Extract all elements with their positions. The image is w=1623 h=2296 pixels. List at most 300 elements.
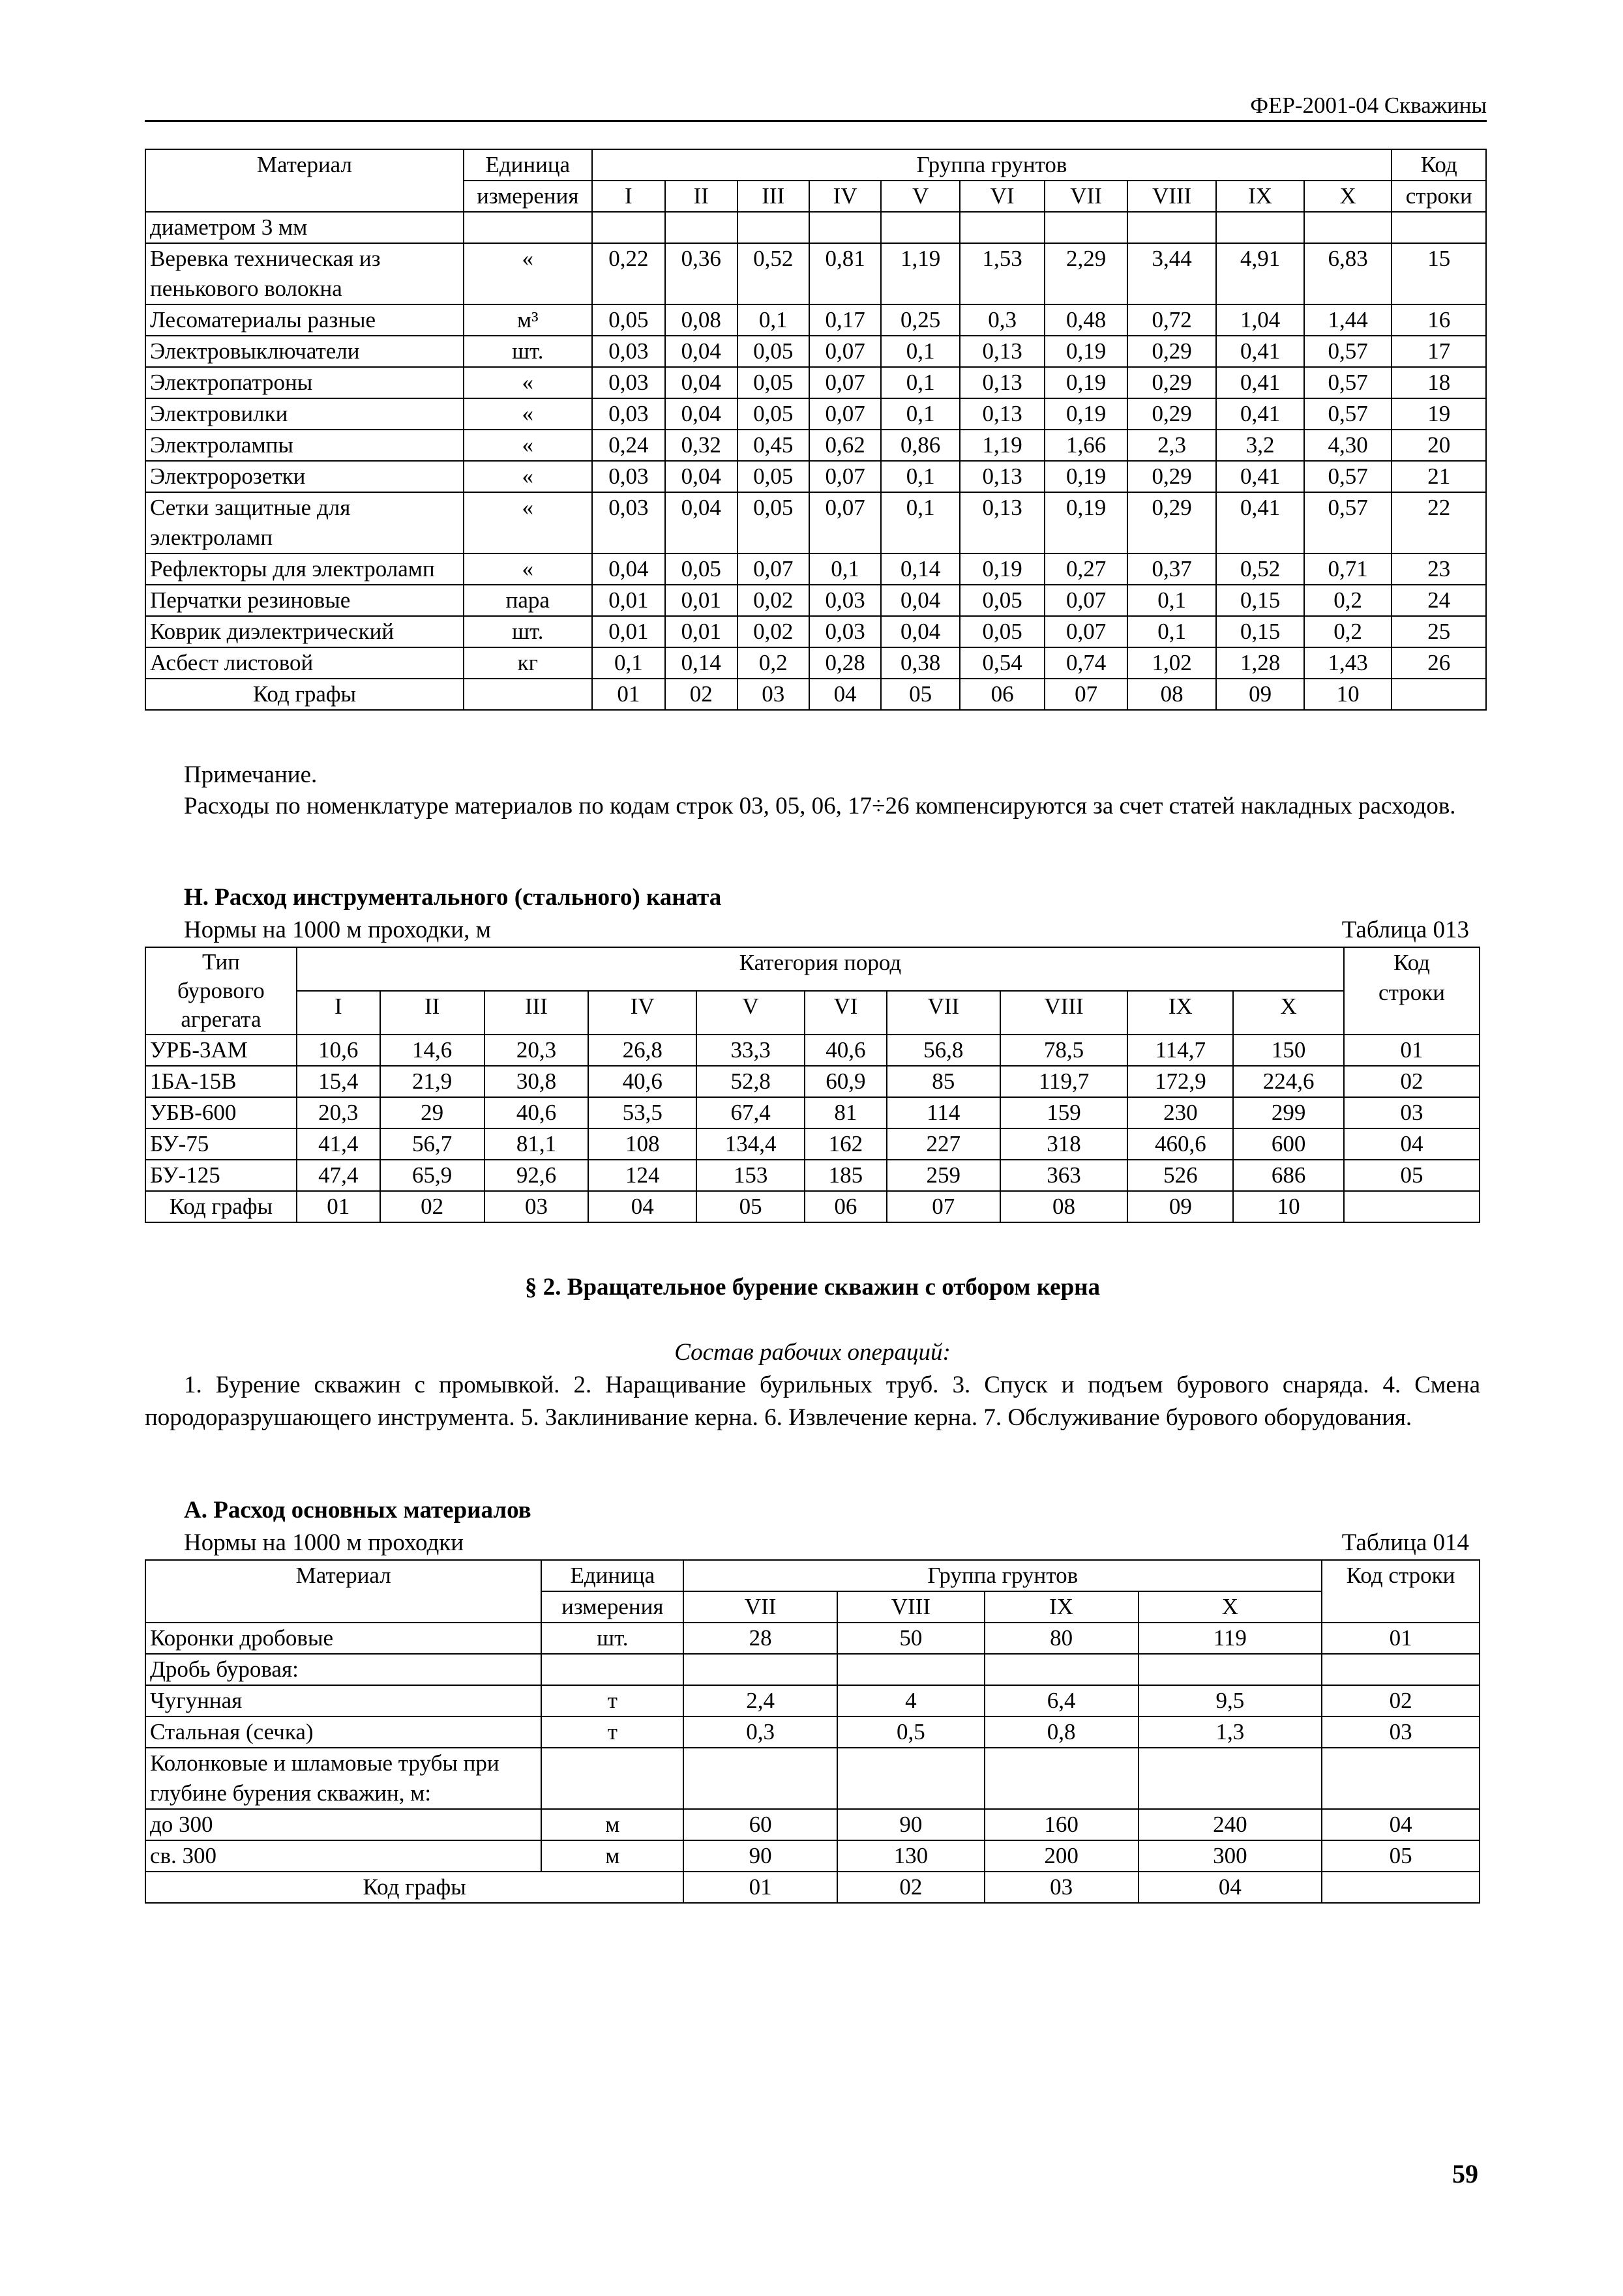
row-value: 0,05 [737,398,809,430]
table-row [145,492,1486,553]
row-value: 0,13 [960,492,1045,553]
page-number: 59 [1452,2159,1478,2188]
row-value: 0,04 [665,492,737,553]
table-014-number: Таблица 014 [1341,1529,1469,1556]
header-category: Категория пород [297,947,1344,991]
row-value: 0,17 [809,304,881,336]
row-name: Колонковые и шламовые трубы при глубине бурения скважин, м: [145,1748,541,1809]
header-type-line3: агрегата [181,1007,261,1032]
row-value: 0,57 [1304,336,1392,367]
row-name: Дробь буровая: [145,1654,541,1685]
row-unit [464,212,592,243]
row-value: 0,1 [881,336,959,367]
row-unit: « [464,553,592,585]
row-value: 50 [837,1623,985,1654]
row-value: 0,07 [809,398,881,430]
table1-body [145,212,1486,679]
row-value: 4,30 [1304,430,1392,461]
row-value [1216,212,1304,243]
row-value: 259 [887,1160,1000,1191]
row-value: 0,3 [960,304,1045,336]
row-value: 0,1 [881,398,959,430]
row-code: 26 [1392,647,1486,679]
header-type [145,947,297,1035]
table2-body [145,1035,1480,1191]
row-value: 0,03 [592,336,665,367]
footer-empty [1344,1191,1480,1222]
row-value: 119 [1139,1623,1322,1654]
header-group-col: VIII [837,1591,985,1623]
row-value: 1,44 [1304,304,1392,336]
row-value: 0,05 [737,367,809,398]
row-value: 3,2 [1216,430,1304,461]
row-unit [541,1654,683,1685]
row-value: 0,22 [592,243,665,304]
row-value: 159 [1000,1097,1128,1128]
row-unit: т [541,1716,683,1748]
row-value [1139,1654,1322,1685]
row-value: 6,4 [985,1685,1139,1716]
row-unit: « [464,492,592,553]
header-category-col: X [1233,991,1344,1035]
row-code: 01 [1322,1623,1480,1654]
row-value [881,212,959,243]
row-value: 60 [683,1809,837,1840]
row-value: 0,5 [837,1716,985,1748]
row-name: Веревка техническая из пенькового волокна [145,243,464,304]
footer-code: 08 [1127,679,1217,710]
row-value: 81 [805,1097,887,1128]
row-code: 03 [1322,1716,1480,1748]
row-value: 0,01 [665,585,737,616]
row-value: 0,37 [1127,553,1217,585]
page-header: ФЕР-2001-04 Скважины [1250,93,1487,118]
row-value: 67,4 [696,1097,805,1128]
row-name: до 300 [145,1809,541,1840]
row-value: 0,15 [1216,585,1304,616]
row-value: 0,03 [592,367,665,398]
table-row [145,616,1486,647]
row-name: БУ-75 [145,1128,297,1160]
row-name: Рефлекторы для электроламп [145,553,464,585]
row-value: 0,04 [665,367,737,398]
row-value: 0,05 [665,553,737,585]
header-category-col: V [696,991,805,1035]
row-value: 0,02 [737,616,809,647]
rope-table [145,947,1480,1223]
row-value: 1,66 [1045,430,1127,461]
header-category-col: IV [588,991,696,1035]
row-value: 0,32 [665,430,737,461]
header-unit: Единица [464,149,592,181]
row-name: Стальная (сечка) [145,1716,541,1748]
footer-code: 10 [1304,679,1392,710]
row-name: УБВ-600 [145,1097,297,1128]
row-value: 0,29 [1127,461,1217,492]
footer-label: Код графы [145,1191,297,1222]
row-value: 9,5 [1139,1685,1322,1716]
row-value [737,212,809,243]
row-value: 114 [887,1097,1000,1128]
paragraph-title: § 2. Вращательное бурение скважин с отбором керна [525,1274,1100,1301]
row-value: 172,9 [1127,1066,1233,1097]
footer-code: 06 [805,1191,887,1222]
row-value: 0,24 [592,430,665,461]
row-value: 0,05 [960,585,1045,616]
row-value: 299 [1233,1097,1344,1128]
row-value: 0,07 [809,367,881,398]
header-group-col: X [1304,181,1392,212]
note-title: Примечание. [184,761,318,788]
row-value [1304,212,1392,243]
row-name: УРБ-3АМ [145,1035,297,1066]
row-value: 0,04 [665,398,737,430]
operations-title: Состав рабочих операций: [674,1339,951,1366]
row-value: 0,1 [737,304,809,336]
footer-code: 05 [881,679,959,710]
header-unit: Единица [541,1560,683,1591]
header-category-col: I [297,991,380,1035]
row-value [665,212,737,243]
row-unit: шт. [541,1623,683,1654]
row-value: 0,86 [881,430,959,461]
row-value: 15,4 [297,1066,380,1097]
row-value: 0,05 [960,616,1045,647]
row-value: 40,6 [805,1035,887,1066]
table-row [145,212,1486,243]
row-unit: шт. [464,616,592,647]
table-row [145,1685,1480,1716]
row-name: Коронки дробовые [145,1623,541,1654]
footer-code: 10 [1233,1191,1344,1222]
header-code: Код строки [1322,1560,1480,1623]
header-group-col: IX [985,1591,1139,1623]
row-value: 363 [1000,1160,1128,1191]
row-value: 0,04 [665,461,737,492]
row-value: 0,01 [592,585,665,616]
header-material: Материал [145,1560,541,1623]
row-value: 227 [887,1128,1000,1160]
header-code [1344,947,1480,1035]
row-value: 0,13 [960,398,1045,430]
row-value: 0,08 [665,304,737,336]
row-value: 153 [696,1160,805,1191]
row-code [1322,1748,1480,1809]
table-row [145,553,1486,585]
row-value: 0,19 [960,553,1045,585]
row-unit: « [464,367,592,398]
row-code: 02 [1322,1685,1480,1716]
row-value: 0,29 [1127,367,1217,398]
header-category-col: III [484,991,589,1035]
row-unit: м [541,1840,683,1872]
row-value: 1,3 [1139,1716,1322,1748]
row-value: 0,2 [1304,585,1392,616]
row-value: 47,4 [297,1160,380,1191]
row-value: 0,38 [881,647,959,679]
footer-label: Код графы [145,1872,683,1903]
footer-code: 03 [737,679,809,710]
table-row [145,1066,1480,1097]
table-row [145,1654,1480,1685]
operations-body: 1. Бурение скважин с промывкой. 2. Наращивание бурильных труб. 3. Спуск и подъем бурового снаряда. 4. Смена породоразрушающего инструмента. 5. Заклинивание керна. 6. Извлечение керна. 7. Обслуживание бурового оборудования. [145,1372,1480,1431]
row-code: 05 [1344,1160,1480,1191]
row-value: 0,19 [1045,461,1127,492]
row-value: 119,7 [1000,1066,1128,1097]
table-013-number: Таблица 013 [1341,917,1469,943]
row-name: Электророзетки [145,461,464,492]
footer-code: 04 [588,1191,696,1222]
row-code [1322,1654,1480,1685]
header-material: Материал [145,149,464,212]
row-value: 4 [837,1685,985,1716]
row-value: 108 [588,1128,696,1160]
row-value: 0,41 [1216,336,1304,367]
header-category-col: VI [805,991,887,1035]
table-row [145,1840,1480,1872]
header-category-col: VII [887,991,1000,1035]
row-value: 0,1 [1127,585,1217,616]
header-type-line2: бурового [177,978,265,1003]
row-value: 40,6 [588,1066,696,1097]
table1-footer-row [145,679,1486,710]
row-value: 460,6 [1127,1128,1233,1160]
row-value: 0,19 [1045,398,1127,430]
row-value: 1,53 [960,243,1045,304]
row-value: 0,05 [737,461,809,492]
row-value: 0,29 [1127,492,1217,553]
row-value: 0,04 [881,585,959,616]
header-group-col: IV [809,181,881,212]
row-code: 20 [1392,430,1486,461]
row-value: 0,57 [1304,461,1392,492]
row-value: 0,01 [592,616,665,647]
table-row [145,1748,1480,1809]
row-value: 0,28 [809,647,881,679]
row-name: диаметром 3 мм [145,212,464,243]
row-value: 300 [1139,1840,1322,1872]
header-unit-line2: измерения [541,1591,683,1623]
row-name: св. 300 [145,1840,541,1872]
header-group-col: IX [1216,181,1304,212]
row-unit: « [464,243,592,304]
row-value: 0,07 [809,492,881,553]
row-value: 0,03 [809,616,881,647]
footer-code: 06 [960,679,1045,710]
row-value: 80 [985,1623,1139,1654]
row-value: 1,28 [1216,647,1304,679]
footer-code: 04 [1139,1872,1322,1903]
header-group-col: X [1139,1591,1322,1623]
row-unit: шт. [464,336,592,367]
footer-code: 03 [484,1191,589,1222]
row-value: 14,6 [380,1035,484,1066]
table-row [145,336,1486,367]
row-value: 10,6 [297,1035,380,1066]
row-value: 0,41 [1216,461,1304,492]
row-value: 0,1 [881,367,959,398]
table-row [145,367,1486,398]
row-value: 0,48 [1045,304,1127,336]
row-code: 24 [1392,585,1486,616]
table-row [145,1809,1480,1840]
row-value: 0,2 [737,647,809,679]
table3-body [145,1623,1480,1872]
table-row [145,461,1486,492]
row-value: 81,1 [484,1128,589,1160]
footer-code: 09 [1127,1191,1233,1222]
row-value: 0,13 [960,336,1045,367]
row-value: 0,1 [881,461,959,492]
row-value: 0,62 [809,430,881,461]
row-value: 4,91 [1216,243,1304,304]
row-value: 0,03 [809,585,881,616]
row-value [592,212,665,243]
row-value: 30,8 [484,1066,589,1097]
row-value [683,1748,837,1809]
row-value: 318 [1000,1128,1128,1160]
row-value [985,1748,1139,1809]
row-value: 0,36 [665,243,737,304]
row-value: 52,8 [696,1066,805,1097]
row-name: Перчатки резиновые [145,585,464,616]
row-code: 04 [1344,1128,1480,1160]
header-group-col: II [665,181,737,212]
row-code: 23 [1392,553,1486,585]
row-value: 56,8 [887,1035,1000,1066]
row-unit: м [541,1809,683,1840]
row-value: 20,3 [484,1035,589,1066]
row-value: 224,6 [1233,1066,1344,1097]
row-value: 0,02 [737,585,809,616]
row-value: 0,74 [1045,647,1127,679]
row-value [1127,212,1217,243]
header-code-line2: строки [1392,181,1486,212]
header-type-line1: Тип [201,949,240,975]
row-value: 0,81 [809,243,881,304]
row-value [683,1654,837,1685]
footer-code: 05 [696,1191,805,1222]
row-value: 1,43 [1304,647,1392,679]
row-value: 0,03 [592,492,665,553]
row-value [809,212,881,243]
header-group-col: VII [683,1591,837,1623]
row-value: 0,57 [1304,398,1392,430]
row-unit: « [464,430,592,461]
row-value: 2,4 [683,1685,837,1716]
row-value: 85 [887,1066,1000,1097]
row-value: 686 [1233,1160,1344,1191]
footer-code: 07 [887,1191,1000,1222]
row-value: 0,29 [1127,398,1217,430]
section-a-title: А. Расход основных материалов [184,1497,531,1523]
row-name: Электропатроны [145,367,464,398]
row-value: 90 [837,1809,985,1840]
row-value: 0,3 [683,1716,837,1748]
row-value: 2,29 [1045,243,1127,304]
row-code: 25 [1392,616,1486,647]
row-value: 0,07 [737,553,809,585]
row-value: 41,4 [297,1128,380,1160]
row-unit: пара [464,585,592,616]
row-name: Коврик диэлектрический [145,616,464,647]
row-value: 162 [805,1128,887,1160]
row-value: 1,19 [881,243,959,304]
header-group: Группа грунтов [683,1560,1322,1591]
row-name: Электролампы [145,430,464,461]
row-value: 65,9 [380,1160,484,1191]
row-name: БУ-125 [145,1160,297,1191]
footer-code: 02 [665,679,737,710]
row-name: 1БА-15В [145,1066,297,1097]
row-code: 03 [1344,1097,1480,1128]
row-code: 22 [1392,492,1486,553]
row-unit: м³ [464,304,592,336]
row-value: 200 [985,1840,1139,1872]
row-value: 92,6 [484,1160,589,1191]
row-value: 3,44 [1127,243,1217,304]
row-value: 6,83 [1304,243,1392,304]
row-value: 0,04 [881,616,959,647]
row-value: 0,52 [1216,553,1304,585]
table-row [145,398,1486,430]
row-value: 185 [805,1160,887,1191]
row-unit [541,1748,683,1809]
row-value: 0,71 [1304,553,1392,585]
row-value: 0,54 [960,647,1045,679]
row-value: 1,02 [1127,647,1217,679]
row-value: 60,9 [805,1066,887,1097]
header-group-col: III [737,181,809,212]
section-h-title: Н. Расход инструментального (стального) каната [184,884,722,911]
row-value: 0,05 [592,304,665,336]
row-value [1139,1748,1322,1809]
header-category-col: II [380,991,484,1035]
row-code [1392,212,1486,243]
row-code: 21 [1392,461,1486,492]
row-value: 130 [837,1840,985,1872]
table2-footer-row [145,1191,1480,1222]
row-name: Электровилки [145,398,464,430]
header-unit-line2: измерения [464,181,592,212]
table-row [145,1128,1480,1160]
row-value: 56,7 [380,1128,484,1160]
row-value: 0,1 [881,492,959,553]
row-value: 20,3 [297,1097,380,1128]
row-value: 0,04 [665,336,737,367]
row-code: 19 [1392,398,1486,430]
footer-code: 07 [1045,679,1127,710]
table-row [145,304,1486,336]
row-value: 0,03 [592,398,665,430]
materials-table-1 [145,149,1487,711]
header-group-col: I [592,181,665,212]
row-code: 16 [1392,304,1486,336]
table-row [145,1160,1480,1191]
row-value: 526 [1127,1160,1233,1191]
table-row [145,647,1486,679]
row-code: 02 [1344,1066,1480,1097]
row-value: 0,57 [1304,367,1392,398]
row-value [1045,212,1127,243]
row-value: 0,19 [1045,367,1127,398]
header-category-col: VIII [1000,991,1128,1035]
row-value: 230 [1127,1097,1233,1128]
row-value: 1,19 [960,430,1045,461]
table-row [145,1035,1480,1066]
row-name: Лесоматериалы разные [145,304,464,336]
row-value: 33,3 [696,1035,805,1066]
